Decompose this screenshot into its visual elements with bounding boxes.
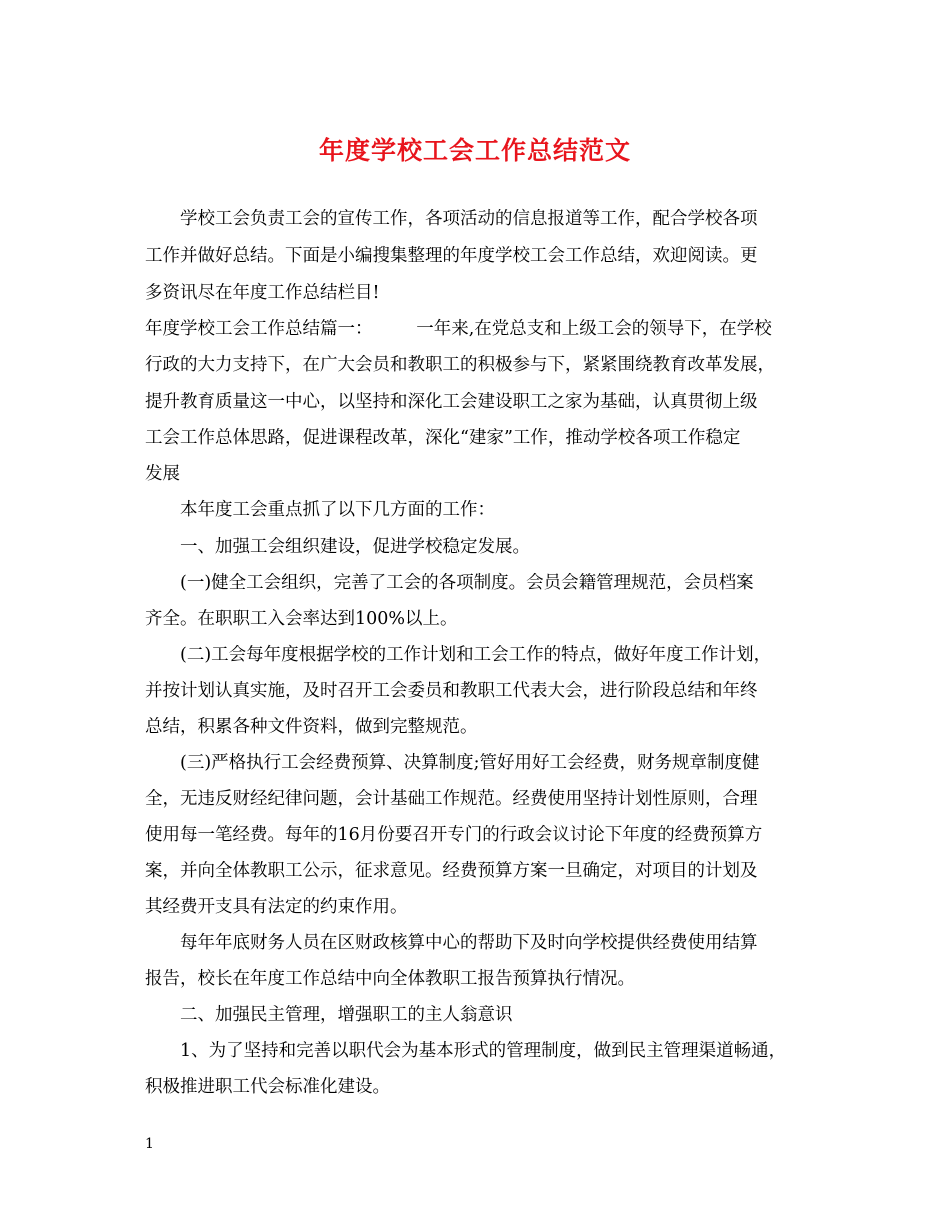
text-line: 其经费开支具有法定的约束作用。 bbox=[145, 897, 408, 917]
text-line: 一、加强工会组织建设，促进学校稳定发展。 bbox=[145, 537, 530, 557]
text-line: 本年度工会重点抓了以下几方面的工作： bbox=[145, 500, 495, 520]
text-line: 工作并做好总结。下面是小编搜集整理的年度学校工会工作总结，欢迎阅读。更 bbox=[145, 246, 758, 266]
text-line: 每年年底财务人员在区财政核算中心的帮助下及时向学校提供经费使用结算 bbox=[145, 933, 758, 953]
text-line: 使用每一笔经费。每年的16月份要召开专门的行政会议讨论下年度的经费预算方 bbox=[145, 825, 763, 845]
text-line: 案，并向全体教职工公示，征求意见。经费预算方案一旦确定，对项目的计划及 bbox=[145, 861, 758, 881]
text-line: 行政的大力支持下，在广大会员和教职工的积极参与下，紧紧围绕教育改革发展， bbox=[145, 355, 775, 375]
text-line: 报告，校长在年度工作总结中向全体教职工报告预算执行情况。 bbox=[145, 969, 635, 989]
page-number: 1 bbox=[145, 1136, 154, 1152]
text-line: 年度学校工会工作总结篇一： 一年来,在党总支和上级工会的领导下，在学校 bbox=[145, 319, 772, 339]
text-line: 发展 bbox=[145, 464, 180, 484]
text-line: 工会工作总体思路，促进课程改革，深化“建家”工作，推动学校各项工作稳定 bbox=[145, 428, 741, 448]
text-line: 多资讯尽在年度工作总结栏目! bbox=[145, 283, 380, 303]
text-line: (一)健全工会组织，完善了工会的各项制度。会员会籍管理规范，会员档案 bbox=[145, 573, 754, 593]
text-line: 总结，积累各种文件资料，做到完整规范。 bbox=[145, 717, 478, 737]
text-line: 提升教育质量这一中心，以坚持和深化工会建设职工之家为基础，认真贯彻上级 bbox=[145, 392, 758, 412]
text-line: 积极推进职工代会标准化建设。 bbox=[145, 1077, 390, 1097]
text-line: (二)工会每年度根据学校的工作计划和工会工作的特点，做好年度工作计划， bbox=[145, 645, 772, 665]
text-line: 并按计划认真实施，及时召开工会委员和教职工代表大会，进行阶段总结和年终 bbox=[145, 681, 758, 701]
document-title: 年度学校工会工作总结范文 bbox=[318, 136, 631, 165]
text-line: 学校工会负责工会的宣传工作，各项活动的信息报道等工作，配合学校各项 bbox=[145, 209, 758, 229]
text-line: (三)严格执行工会经费预算、决算制度;管好用好工会经费，财务规章制度健 bbox=[145, 753, 760, 773]
text-line: 全，无违反财经纪律问题，会计基础工作规范。经费使用坚持计划性原则，合理 bbox=[145, 789, 758, 809]
text-line: 齐全。在职职工入会率达到100%以上。 bbox=[145, 609, 458, 629]
text-line: 1、为了坚持和完善以职代会为基本形式的管理制度，做到民主管理渠道畅通， bbox=[145, 1041, 787, 1061]
text-line: 二、加强民主管理，增强职工的主人翁意识 bbox=[145, 1005, 513, 1025]
